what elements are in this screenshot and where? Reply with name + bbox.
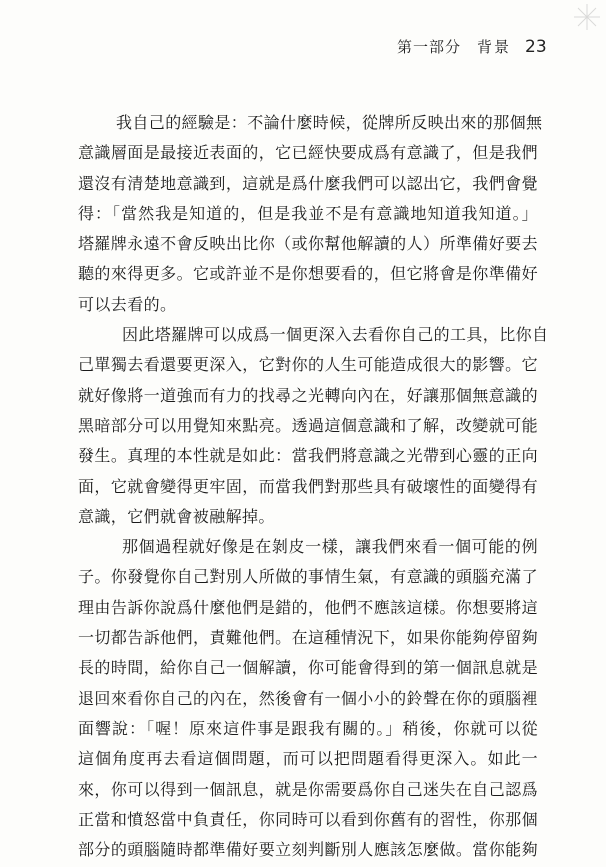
text-line: 意識，它們就會被融解掉。 <box>78 506 275 526</box>
text-line: 就好像將一道強而有力的找尋之光轉向內在，好讓那個無意識的 <box>78 385 538 405</box>
text-line: 意識層面是最接近表面的，它已經快要成爲有意識了，但是我們 <box>78 143 538 163</box>
text-line: 這個角度再去看這個問題，而可以把問題看得更深入。如此一 <box>78 749 538 769</box>
text-line: 因此塔羅牌可以成爲一個更深入去看你自己的工具，比你自 <box>122 325 549 345</box>
text-line: 還沒有清楚地意識到，這就是爲什麼我們可以認出它，我們會覺 <box>78 173 538 193</box>
text-line: 面，它就會變得更牢固，而當我們對那些具有破壞性的面變得有 <box>78 476 538 496</box>
text-line: 聽的來得更多。它或許並不是你想要看的，但它將會是你準備好 <box>78 264 538 284</box>
scan-glare-icon <box>572 2 602 32</box>
text-line: 理由告訴你說爲什麼他們是錯的，他們不應該這樣。你想要將這 <box>78 597 538 617</box>
text-line: 來，你可以得到一個訊息，就是你需要爲你自己迷失在自己認爲 <box>78 779 538 799</box>
text-line: 發生。真理的本性就是如此：當我們將意識之光帶到心靈的正向 <box>78 446 538 466</box>
text-line: 長的時間，給你自己一個解讀，你可能會得到的第一個訊息就是 <box>78 658 538 678</box>
text-line: 得：「當然我是知道的，但是我並不是有意識地知道我知道。」 <box>78 203 538 223</box>
text-line: 退回來看你自己的內在，然後會有一個小小的鈴聲在你的頭腦裡 <box>78 688 538 708</box>
page-number: 23 <box>525 37 547 57</box>
text-line: 部分的頭腦隨時都準備好要立刻判斷別人應該怎麼做。當你能夠 <box>78 840 538 860</box>
chapter-title: 背景 <box>477 38 512 56</box>
running-header <box>397 36 547 56</box>
text-line: 己單獨去看還要更深入，它對你的人生可能造成很大的影響。它 <box>78 355 538 375</box>
text-line: 面響說：「喔！原來這件事是跟我有關的。」稍後，你就可以從 <box>78 718 538 738</box>
paragraph-1 <box>78 108 543 320</box>
body-text <box>78 108 549 865</box>
paragraph-3 <box>78 532 538 865</box>
text-line: 塔羅牌永遠不會反映出比你（或你幫他解讀的人）所準備好要去 <box>78 234 538 254</box>
text-line: 那個過程就好像是在剝皮一樣，讓我們來看一個可能的例 <box>122 537 538 557</box>
text-line: 我自己的經驗是：不論什麼時候，從牌所反映出來的那個無 <box>116 113 543 132</box>
section-title: 第一部分 <box>397 38 462 56</box>
text-line: 正當和憤怒當中負責任，你同時可以看到你舊有的習性，你那個 <box>78 809 538 829</box>
paragraph-2 <box>78 320 549 532</box>
text-line: 可以去看的。 <box>78 294 177 314</box>
text-line: 黑暗部分可以用覺知來點亮。透過這個意識和了解，改變就可能 <box>78 415 538 435</box>
text-line: 子。你發覺你自己對別人所做的事情生氣，有意識的頭腦充滿了 <box>78 567 538 587</box>
text-line: 一切都告訴他們，責難他們。在這種情況下，如果你能夠停留夠 <box>78 628 538 648</box>
